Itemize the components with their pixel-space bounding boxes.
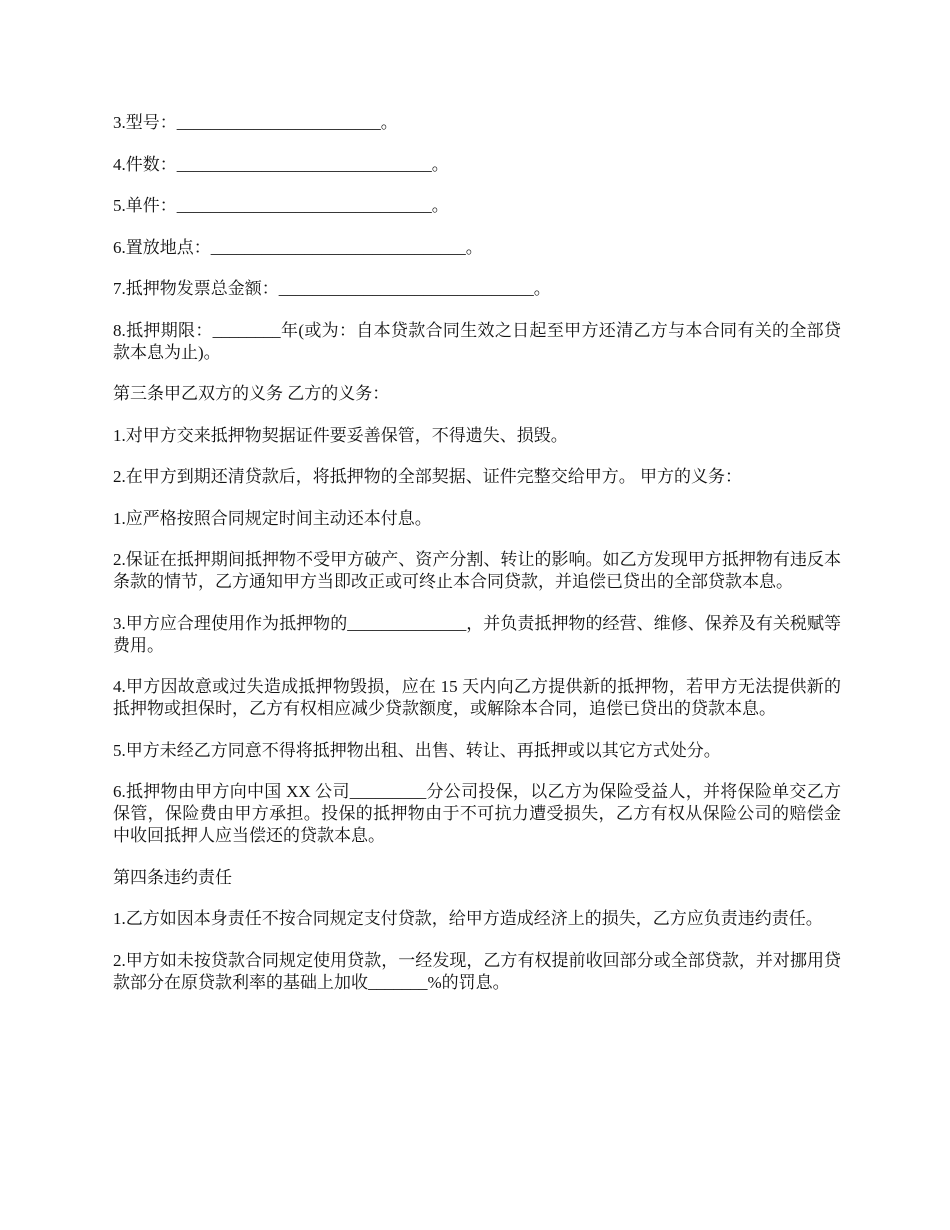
section-heading-obligations: 第三条甲乙双方的义务 乙方的义务： [113,384,390,403]
clause-party-a-obligation-4: 4.甲方因故意或过失造成抵押物毁损，应在 15 天内向乙方提供新的抵押物，若甲方无法提供新的抵押物或担保时，乙方有权相应减少贷款额度，或解除本合同，追偿已贷出的贷款本息。 [113,677,841,718]
clause-party-a-obligation-1: 1.应严格按照合同规定时间主动还本付息。 [113,508,432,528]
clause-party-a-obligation-2: 2.保证在抵押期间抵押物不受甲方破产、资产分割、转让的影响。如乙方发现甲方抵押物有违反本条款的情节，乙方通知甲方当即改正或可终止本合同贷款，并追偿已贷出的全部贷款本息。 [113,550,841,591]
document-body [113,112,841,1013]
clause-invoice-amount: 7.抵押物发票总金额：______________________________。 [113,279,551,298]
clause-location: 6.置放地点：______________________________。 [113,237,483,257]
clause-liability-2: 2.甲方如未按贷款合同规定使用贷款，一经发现，乙方有权提前收回部分或全部贷款，并对挪用贷款部分在原贷款利率的基础上加收_______%的罚息。 [113,950,841,992]
clause-model: 3.型号：________________________。 [113,113,398,132]
clause-liability-1: 1.乙方如因本身责任不按合同规定支付贷款，给甲方造成经济上的损失，乙方应负责违约责任。 [113,909,823,928]
clause-party-a-obligation-5: 5.甲方未经乙方同意不得将抵押物出租、出售、转让、再抵押或以其它方式处分。 [113,740,721,760]
section-heading-liability: 第四条违约责任 [113,867,232,887]
clause-party-b-obligation-2: 2.在甲方到期还清贷款后，将抵押物的全部契据、证件完整交给甲方。 甲方的义务： [113,467,742,486]
clause-party-a-obligation-6: 6.抵押物由甲方向中国 XX 公司_________分公司投保，以乙方为保险受益人，并将保险单交乙方保管，保险费由甲方承担。投保的抵押物由于不可抗力遭受损失，乙方有权从保险公司的赔偿金中收回抵押人应当偿还的贷款本息。 [113,782,841,845]
clause-unit: 5.单件：______________________________。 [113,196,449,215]
clause-quantity: 4.件数：______________________________。 [113,154,449,174]
clause-party-a-obligation-3: 3.甲方应合理使用作为抵押物的______________，并负责抵押物的经营、维修、保养及有关税赋等费用。 [113,613,841,655]
clause-party-b-obligation-1: 1.对甲方交来抵押物契据证件要妥善保管，不得遗失、损毁。 [113,425,568,445]
clause-mortgage-term: 8.抵押期限：________年(或为：自本贷款合同生效之日起至甲方还清乙方与本合同有关的全部贷款本息为止)。 [113,320,841,362]
